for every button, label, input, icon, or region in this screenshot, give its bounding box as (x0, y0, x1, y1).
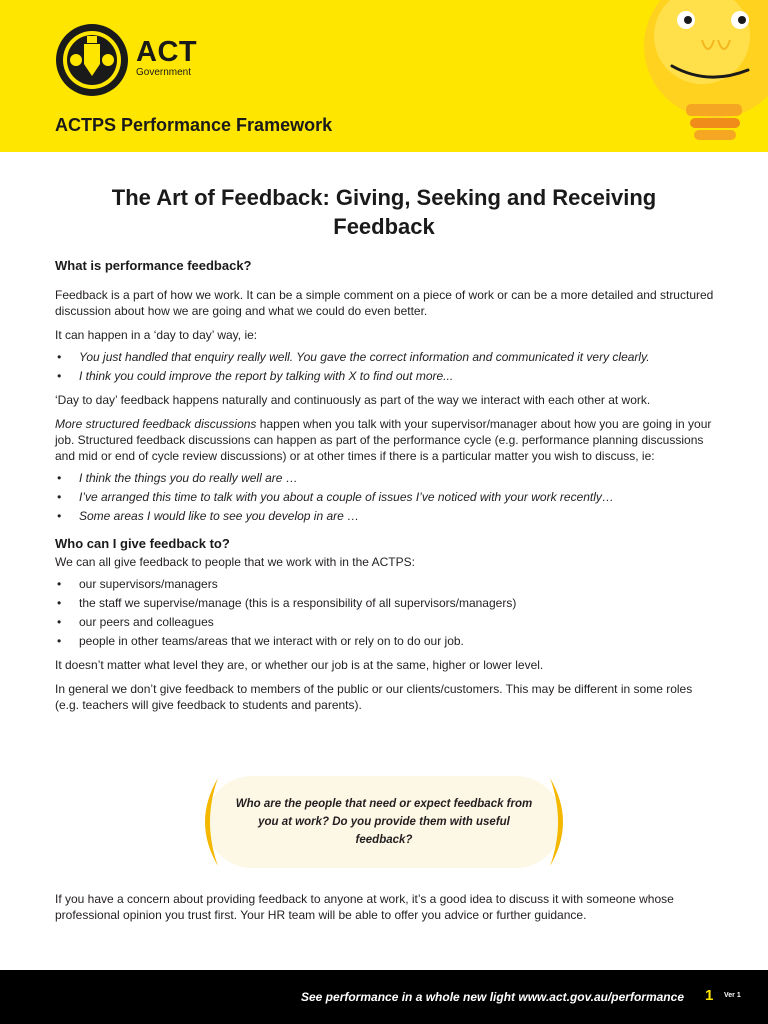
list-item: • Some areas I would like to see you develop in are … (55, 508, 715, 524)
list-item: • our supervisors/managers (55, 576, 715, 592)
lightbulb-mascot-icon (632, 0, 768, 152)
closing-paragraph: If you have a concern about providing feedback to anyone at work, it’s a good idea to discuss it with someone whose professional opinion you trust first. Your HR team will be able to offer you advice or further guidance. (55, 892, 674, 922)
page-footer (0, 970, 768, 1024)
emphasis-text: More structured feedback discussions (55, 417, 257, 431)
list-item: • the staff we supervise/manage (this is a responsibility of all supervisors/managers) (55, 595, 715, 611)
footer-tagline[interactable]: See performance in a whole new light www.act.gov.au/performance (301, 990, 684, 1004)
version-label: Ver 1 (724, 992, 741, 999)
paragraph: It can happen in a ‘day to day’ way, ie: (55, 328, 258, 342)
list-item: • I’ve arranged this time to talk with you about a couple of issues I’ve noticed with your work recently… (55, 489, 715, 505)
paragraph: It doesn’t matter what level they are, or whether our job is at the same, higher or lower level. (55, 658, 544, 672)
page-number: 1 (705, 987, 714, 1004)
logo-subtitle: Government (136, 67, 192, 78)
bullet-list (55, 576, 715, 649)
list-item: • I think you could improve the report by talking with X to find out more... (55, 368, 715, 384)
section-heading: What is performance feedback? (55, 258, 252, 273)
paragraph: We can all give feedback to people that we work with in the ACTPS: (55, 555, 415, 569)
page-header (0, 0, 768, 152)
document-title: The Art of Feedback: Giving, Seeking and Receiving Feedback (111, 185, 657, 239)
list-item: • our peers and colleagues (55, 614, 715, 630)
main-content (55, 258, 715, 713)
list-item: • people in other teams/areas that we interact with or rely on to do our job. (55, 633, 715, 649)
list-item: • I think the things you do really well are … (55, 470, 715, 486)
list-item: • You just handled that enquiry really well. You gave the correct information and communicated it very clearly. (55, 349, 715, 365)
paragraph: In general we don’t give feedback to members of the public or our clients/customers. This may be different in some roles (e.g. teachers will give feedback to students and parents). (55, 682, 693, 712)
framework-title: ACTPS Performance Framework (55, 115, 333, 135)
logo-wordmark: ACT (136, 36, 198, 68)
example-list (55, 470, 715, 524)
section-heading: Who can I give feedback to? (55, 536, 230, 551)
paragraph (55, 416, 715, 464)
paragraph: ‘Day to day’ feedback happens naturally and continuously as part of the way we interact with each other at work. (55, 393, 651, 407)
callout-box (192, 776, 576, 868)
paragraph-text: happen when you talk with your supervisor/manager about how you are going in your job. Structured feedback discussions can happen as part of the performance cycle (e.g. performance planning discussions and mid or end of cycle review discussions) or at other times if there is a particular matter you wish to discuss, ie: (55, 417, 712, 463)
right-bracket-icon (546, 776, 576, 868)
paragraph: Feedback is a part of how we work. It can be a simple comment on a piece of work or can be a more detailed and structured discussion about how we are going and what we could do even better. (55, 288, 714, 318)
left-bracket-icon (192, 776, 222, 868)
callout-text: Who are the people that need or expect feedback from you at work? Do you provide them with useful feedback? (235, 798, 533, 846)
example-list (55, 349, 715, 384)
act-crest-icon (54, 22, 130, 98)
